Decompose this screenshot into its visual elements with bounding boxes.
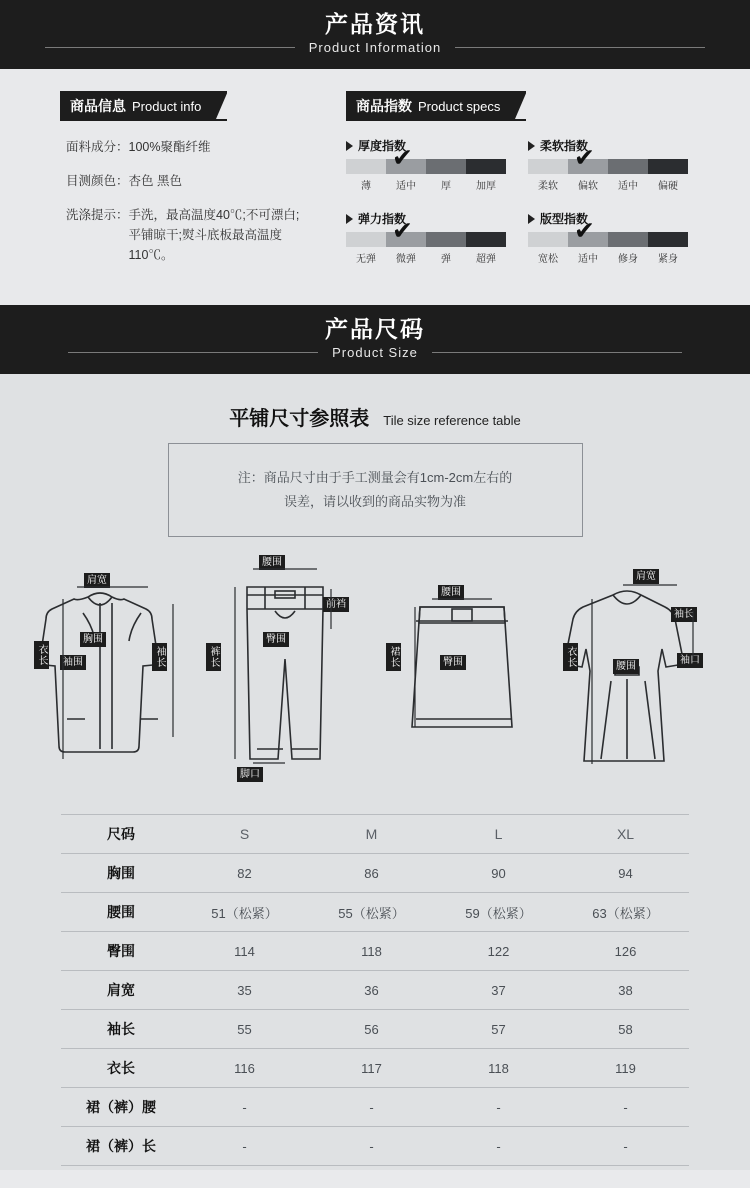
- tag-sleeve-length: 袖长: [152, 643, 167, 671]
- size-table-body: [61, 854, 689, 1166]
- spec-bar-labels: [528, 250, 688, 265]
- tile-title-en: Tile size reference table: [383, 413, 521, 428]
- tag-skirt-length: 裙长: [386, 643, 401, 671]
- tag-waist: 腰围: [613, 659, 639, 674]
- product-specs-heading: [346, 91, 526, 121]
- tag-shoulder: 肩宽: [84, 573, 110, 588]
- col-header-size: 尺码: [61, 815, 181, 854]
- spec-bar-labels: [528, 177, 688, 192]
- size-table-head: [61, 815, 689, 854]
- tag-bust: 胸围: [80, 632, 106, 647]
- cell: 90: [435, 854, 562, 893]
- measure-lines: [380, 559, 545, 794]
- product-info-heading-cn: 商品信息: [70, 98, 126, 114]
- cell: 119: [562, 1049, 689, 1088]
- cell: 116: [181, 1049, 308, 1088]
- col-header-s: S: [181, 815, 308, 854]
- spec-item-thickness: [346, 137, 506, 192]
- diagram-skirt: [380, 559, 545, 794]
- cell: -: [562, 1088, 689, 1127]
- spec-item-softness: [528, 137, 688, 192]
- spec-label: 超弹: [476, 254, 496, 265]
- row-label: 袖长: [61, 1010, 181, 1049]
- tag-cuff: 袖口: [677, 653, 703, 668]
- table-row: [61, 1127, 689, 1166]
- banner-product-information: [0, 0, 750, 69]
- banner-line-left: [45, 47, 295, 48]
- table-row: [61, 932, 689, 971]
- banner-title-cn: 产品资讯: [325, 11, 425, 37]
- spec-head: [528, 137, 688, 154]
- check-icon: ✔: [574, 216, 595, 245]
- table-row: [61, 971, 689, 1010]
- banner-subtitle-row: [0, 345, 750, 360]
- tile-title-cn: 平铺尺寸参照表: [229, 408, 370, 430]
- size-table: [61, 814, 689, 1166]
- table-row: [61, 1088, 689, 1127]
- spec-seg: [648, 159, 688, 174]
- triangle-icon: [528, 214, 535, 224]
- product-size-section: [0, 374, 750, 1170]
- cell: 118: [308, 932, 435, 971]
- row-label: 裙（裤）长: [61, 1127, 181, 1166]
- spec-seg: [346, 232, 386, 247]
- cell: 63（松紧）: [562, 893, 689, 932]
- spec-label: 厚: [441, 181, 451, 192]
- spec-item-fit: [528, 210, 688, 265]
- cell: 57: [435, 1010, 562, 1049]
- cell: -: [562, 1127, 689, 1166]
- tag-hip: 臀围: [263, 632, 289, 647]
- cell: 82: [181, 854, 308, 893]
- row-label: 衣长: [61, 1049, 181, 1088]
- spec-label: 弹: [441, 254, 451, 265]
- cell: 38: [562, 971, 689, 1010]
- spec-name: 厚度指数: [358, 139, 407, 153]
- product-info-column: [60, 91, 310, 279]
- check-icon: ✔: [574, 143, 595, 172]
- spec-label: 偏硬: [658, 181, 678, 192]
- spec-name: 柔软指数: [540, 139, 589, 153]
- row-label: 裙（裤）腰: [61, 1088, 181, 1127]
- measure-note-box: [168, 443, 583, 537]
- tag-waist: 腰围: [438, 585, 464, 600]
- check-icon: ✔: [392, 143, 413, 172]
- cell: 51（松紧）: [181, 893, 308, 932]
- tag-hip: 臀围: [440, 655, 466, 670]
- table-row: [61, 854, 689, 893]
- spec-label: 微弹: [396, 254, 416, 265]
- banner-line-left: [68, 352, 318, 353]
- cell: 37: [435, 971, 562, 1010]
- spec-head: [346, 210, 506, 227]
- info-row-material: [66, 137, 310, 157]
- spec-label: 无弹: [356, 254, 376, 265]
- measure-lines: [30, 559, 195, 794]
- cell: -: [435, 1127, 562, 1166]
- banner-line-right: [432, 352, 682, 353]
- cell: 55（松紧）: [308, 893, 435, 932]
- info-value: 100%聚酯纤维: [128, 140, 211, 154]
- cell: 126: [562, 932, 689, 971]
- spec-seg: [426, 159, 466, 174]
- tile-title: [229, 402, 521, 431]
- banner-title-en: Product Information: [308, 40, 442, 55]
- product-info-heading-en: Product info: [132, 99, 202, 114]
- cell: -: [308, 1127, 435, 1166]
- triangle-icon: [528, 141, 535, 151]
- tag-dress-length: 衣长: [563, 643, 578, 671]
- col-header-xl: XL: [562, 815, 689, 854]
- spec-seg: [466, 159, 506, 174]
- cell: -: [435, 1088, 562, 1127]
- cell: -: [308, 1088, 435, 1127]
- cell: -: [181, 1088, 308, 1127]
- spec-name: 弹力指数: [358, 212, 407, 226]
- cell: 55: [181, 1010, 308, 1049]
- spec-label: 适中: [396, 181, 416, 192]
- tag-waist: 腰围: [259, 555, 285, 570]
- cell: 36: [308, 971, 435, 1010]
- tag-length: 衣长: [34, 641, 49, 669]
- product-info-list: [60, 137, 310, 265]
- cell: 117: [308, 1049, 435, 1088]
- measure-lines: [555, 559, 720, 794]
- cell: 86: [308, 854, 435, 893]
- spec-seg: [528, 159, 568, 174]
- banner-line-right: [455, 47, 705, 48]
- spec-label: 宽松: [538, 254, 558, 265]
- spec-grid: [346, 137, 710, 265]
- row-label: 肩宽: [61, 971, 181, 1010]
- tag-sleeve-length: 袖长: [671, 607, 697, 622]
- measure-note-line1: 注：商品尺寸由于手工测量会有1cm-2cm左右的: [237, 470, 513, 485]
- spec-seg: [528, 232, 568, 247]
- spec-seg: [648, 232, 688, 247]
- spec-seg: [608, 232, 648, 247]
- measure-lines: [205, 559, 370, 794]
- diagram-pants: [205, 559, 370, 794]
- banner-subtitle-row: [0, 40, 750, 55]
- spec-head: [346, 137, 506, 154]
- table-row: [61, 1010, 689, 1049]
- spec-bar-labels: [346, 177, 506, 192]
- spec-label: 薄: [361, 181, 371, 192]
- product-specs-heading-en: Product specs: [418, 99, 501, 114]
- banner-title-cn: 产品尺码: [325, 316, 425, 342]
- check-icon: ✔: [392, 216, 413, 245]
- table-row: [61, 893, 689, 932]
- table-row: [61, 1049, 689, 1088]
- product-specs-heading-cn: 商品指数: [356, 98, 412, 114]
- diagram-top: [30, 559, 195, 794]
- spec-item-elasticity: [346, 210, 506, 265]
- table-header-row: [61, 815, 689, 854]
- spec-name: 版型指数: [540, 212, 589, 226]
- tag-sleeve-width: 袖围: [60, 655, 86, 670]
- spec-label: 紧身: [658, 254, 678, 265]
- cell: 122: [435, 932, 562, 971]
- product-info-section: [0, 69, 750, 305]
- tag-shoulder: 肩宽: [633, 569, 659, 584]
- product-specs-column: [346, 91, 710, 279]
- info-value: 手洗，最高温度40℃;不可漂白;平铺晾干;熨斗底板最高温度110℃。: [128, 208, 300, 262]
- col-header-m: M: [308, 815, 435, 854]
- spec-seg: [608, 159, 648, 174]
- measure-note-line2: 误差，请以收到的商品实物为准: [283, 494, 466, 509]
- cell: 94: [562, 854, 689, 893]
- product-info-heading: [60, 91, 227, 121]
- info-row-color: [66, 171, 310, 191]
- garment-diagrams: [0, 537, 750, 800]
- info-label: 洗涤提示：: [66, 208, 129, 222]
- info-label: 目测颜色：: [66, 174, 129, 188]
- spec-head: [528, 210, 688, 227]
- cell: 114: [181, 932, 308, 971]
- row-label: 胸围: [61, 854, 181, 893]
- banner-product-size: [0, 305, 750, 374]
- tag-pants-length: 裤长: [206, 643, 221, 671]
- tag-rise: 前裆: [323, 597, 349, 612]
- tag-hem: 脚口: [237, 767, 263, 782]
- info-label: 面料成分：: [66, 140, 129, 154]
- spec-label: 适中: [578, 254, 598, 265]
- diagram-dress: [555, 559, 720, 794]
- spec-bar-labels: [346, 250, 506, 265]
- spec-label: 偏软: [578, 181, 598, 192]
- triangle-icon: [346, 214, 353, 224]
- spec-seg: [466, 232, 506, 247]
- triangle-icon: [346, 141, 353, 151]
- row-label: 臀围: [61, 932, 181, 971]
- cell: 59（松紧）: [435, 893, 562, 932]
- spec-seg: [346, 159, 386, 174]
- spec-label: 加厚: [476, 181, 496, 192]
- spec-label: 适中: [618, 181, 638, 192]
- tile-title-wrap: [0, 374, 750, 437]
- col-header-l: L: [435, 815, 562, 854]
- row-label: 腰围: [61, 893, 181, 932]
- cell: 35: [181, 971, 308, 1010]
- cell: 58: [562, 1010, 689, 1049]
- banner-title-en: Product Size: [332, 345, 418, 360]
- cell: -: [181, 1127, 308, 1166]
- info-value: 杏色 黑色: [128, 174, 182, 188]
- spec-label: 柔软: [538, 181, 558, 192]
- cell: 118: [435, 1049, 562, 1088]
- spec-seg: [426, 232, 466, 247]
- cell: 56: [308, 1010, 435, 1049]
- info-row-wash: [66, 205, 310, 265]
- spec-label: 修身: [618, 254, 638, 265]
